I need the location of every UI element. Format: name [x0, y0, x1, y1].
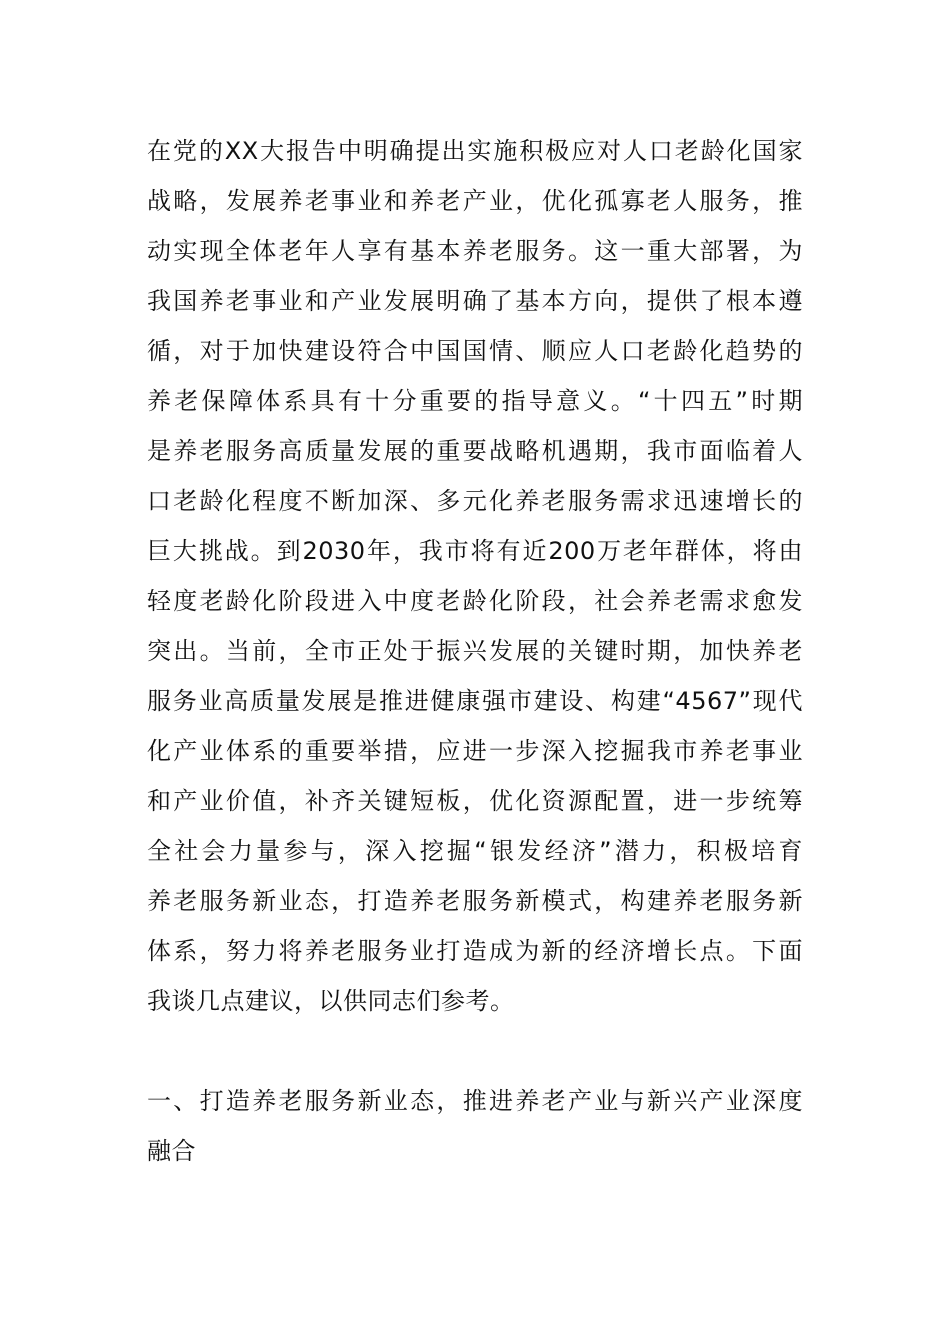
paragraph-line: 在党的XX大报告中明确提出实施积极应对人口老龄化国家	[147, 137, 803, 165]
heading-line: 一、打造养老服务新业态，推进养老产业与新兴产业深度	[147, 1087, 803, 1115]
paragraph-line: 养老服务新业态，打造养老服务新模式，构建养老服务新	[147, 887, 803, 915]
paragraph-line: 服务业高质量发展是推进健康强市建设、构建“4567”现代	[147, 687, 803, 715]
paragraph-line: 动实现全体老年人享有基本养老服务。这一重大部署，为	[147, 237, 803, 265]
heading-line: 融合	[147, 1137, 196, 1165]
paragraph-line: 全社会力量参与，深入挖掘“银发经济”潜力，积极培育	[147, 837, 803, 865]
paragraph-line: 化产业体系的重要举措，应进一步深入挖掘我市养老事业	[147, 737, 803, 765]
paragraph-line: 巨大挑战。到2030年，我市将有近200万老年群体，将由	[147, 537, 803, 565]
paragraph-line: 养老保障体系具有十分重要的指导意义。“十四五”时期	[147, 387, 803, 415]
paragraph-line: 体系，努力将养老服务业打造成为新的经济增长点。下面	[147, 937, 803, 965]
paragraph-line: 轻度老龄化阶段进入中度老龄化阶段，社会养老需求愈发	[147, 587, 803, 615]
paragraph-line: 突出。当前，全市正处于振兴发展的关键时期，加快养老	[147, 637, 803, 665]
paragraph-line: 是养老服务高质量发展的重要战略机遇期，我市面临着人	[147, 437, 803, 465]
paragraph-line: 战略，发展养老事业和养老产业，优化孤寡老人服务，推	[147, 187, 803, 215]
paragraph-line: 我国养老事业和产业发展明确了基本方向，提供了根本遵	[147, 287, 803, 315]
paragraph-line: 我谈几点建议，以供同志们参考。	[147, 987, 515, 1015]
paragraph-line: 循，对于加快建设符合中国国情、顺应人口老龄化趋势的	[147, 337, 803, 365]
paragraph-line: 和产业价值，补齐关键短板，优化资源配置，进一步统筹	[147, 787, 803, 815]
paragraph-line: 口老龄化程度不断加深、多元化养老服务需求迅速增长的	[147, 487, 803, 515]
